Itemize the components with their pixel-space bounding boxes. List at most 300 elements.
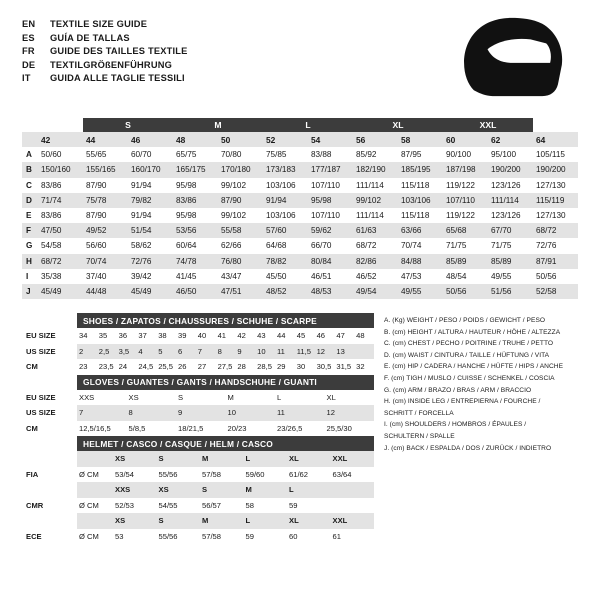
language-row [22,32,188,46]
cell: 65/68 [443,223,488,238]
cell: 23/26,5 [277,423,303,433]
cell: 41 [217,331,227,341]
cell: 127/130 [536,211,566,221]
cell: 107/110 [311,180,340,190]
cell: 72/76 [536,241,557,251]
cell: 87/90 [86,180,107,190]
cell: 80/84 [308,254,353,269]
table-row [22,284,578,299]
table-row [22,513,374,529]
cell: 55/56 [158,531,178,541]
language-code: EN [22,19,36,29]
size-group-xl: XL [353,118,443,132]
cell: 83/88 [311,150,332,160]
row-label: D [22,193,38,208]
cell: 177/187 [308,162,353,177]
legend-item: F. (cm) TIGH / MUSLO / CUISSE / SCHENKEL / COSCIA [384,375,555,383]
cell [354,344,374,360]
cell: 44 [276,331,286,341]
cell: 91/94 [131,211,152,221]
cell: 24 [118,362,128,372]
cell: 59 [289,500,298,510]
cell: 59/62 [308,223,353,238]
cell: 47 [336,331,345,341]
table-row [22,223,578,238]
cell: 24,5 [138,362,154,372]
cell: 27 [197,362,207,372]
row-label: J [22,284,38,299]
cell: 78/82 [263,254,308,269]
cell [77,451,113,467]
cell: 123/126 [491,211,521,221]
table-row [22,421,374,437]
cell: 55/56 [158,469,178,479]
gloves-section-title: GLOVES / GUANTES / GANTS / HANDSCHUHE / GUANTI [77,375,374,390]
table-row [22,359,374,375]
cell: 50/56 [536,271,557,281]
cell: 75/78 [83,193,128,208]
legend-item: C. (cm) CHEST / PECHO / POITRINE / TRUHE / PETTO [384,340,554,348]
cell: 61 [332,531,341,541]
table-row [22,269,578,284]
table-row [22,254,578,269]
language-text: TEXTILE SIZE GUIDE [50,19,148,29]
table-row [22,238,578,253]
cell: 85/89 [443,254,488,269]
cell: 11 [275,344,295,360]
cell: 55/58 [218,223,263,238]
gloves-table [22,390,374,437]
cell: 187/198 [443,162,488,177]
cell: M [227,392,234,402]
cell: 2,5 [97,344,117,360]
cell: 52/58 [533,284,578,299]
cell: 103/106 [266,180,296,190]
lower-section [22,313,578,544]
language-row [22,18,188,32]
cell: 119/122 [446,211,475,221]
cell: 57/58 [202,469,222,479]
cell: 67/70 [488,223,533,238]
cell: 63/64 [332,469,352,479]
legend-item: H. (cm) INSIDE LEG / ENTREPIERNA / FOURCHE / [384,398,541,406]
helmet-icon [452,14,570,102]
group-empty [533,118,578,132]
cell: 57/58 [202,531,222,541]
cell [331,482,375,498]
cell: 54/58 [41,241,62,251]
cell: 45/49 [38,284,83,299]
secondary-tables [22,313,374,544]
row-label: ECE [22,529,77,545]
cell: 49/55 [398,284,443,299]
cell: 83/86 [41,180,62,190]
cell: 28 [237,362,246,372]
cell: 190/200 [533,162,578,177]
language-text: TEXTILGRÖßENFÜHRUNG [50,59,173,70]
cell: 46/50 [173,284,218,299]
cell: S [178,392,184,402]
cell: 13 [334,344,354,360]
cell: 42 [237,331,246,341]
legend-item-cont: SCHRITT / FORCELLA [384,409,454,417]
cell: 6 [176,344,196,360]
row-label: FIA [22,467,77,483]
cell: XL [326,392,336,402]
cell: 56/60 [86,241,107,251]
table-row [22,193,578,208]
legend-item: I. (cm) SHOULDERS / HOMBROS / ÉPAULES / [384,421,527,429]
cell: 160/170 [128,162,173,177]
cell: 28,5 [257,362,272,372]
empty-cell [22,118,38,132]
table-row [22,208,578,223]
cell: 10 [226,405,276,421]
cell: XS [157,482,201,498]
cell: 84/88 [398,254,443,269]
cell: 53/56 [173,223,218,238]
cell: 87/95 [401,150,422,160]
table-row [22,178,578,193]
legend-item: D. (cm) WAIST / CINTURA / TAILLE / HÜFTUNG / VITA [384,351,550,359]
cell: 54/55 [158,500,178,510]
row-label: F [22,223,38,238]
cell: 41/45 [176,271,197,281]
cell: 30 [296,362,306,372]
cell: 48/53 [308,284,353,299]
cell: 61/63 [353,223,398,238]
cell: 58 [245,500,254,510]
cell: 70/80 [221,150,242,160]
cell: S [200,482,244,498]
row-label: US SIZE [22,405,77,421]
cell: 49/55 [491,271,512,281]
table-row [22,451,374,467]
row-label [22,451,77,467]
cell: 39/42 [131,271,152,281]
shoes-section-title: SHOES / ZAPATOS / CHAUSSURES / SCHUHE / SCARPE [77,313,374,328]
row-label: B [22,162,38,177]
cell: 58/62 [131,241,152,251]
legend-item-cont: SCHULTERN / SPALLE [384,433,455,440]
cell: 64/68 [266,241,287,251]
cell: 173/183 [263,162,308,177]
cell: 53/54 [115,469,135,479]
cell: 9 [176,405,226,421]
legend-item: E. (cm) HIP / CADERA / HANCHE / HÜFTE / HIPS / ANCHE [384,363,564,371]
table-row [22,390,374,406]
size-cell: 44 [83,132,128,147]
legend-item: A. (Kg) WEIGHT / PESO / POIDS / GEWICHT / PESO [384,317,546,325]
cell: 49/52 [83,223,128,238]
language-row [22,45,188,59]
row-label: I [26,271,29,281]
cell: 66/70 [311,241,332,251]
row-label: E [26,211,32,221]
cell: 2 [77,344,97,360]
helmet-table [22,451,374,544]
measurement-legend [384,313,578,544]
cell: 5 [156,344,176,360]
cell: 43 [257,331,266,341]
cell: 47/53 [401,271,422,281]
cell: 170/180 [218,162,263,177]
cell: 20/23 [227,423,247,433]
language-code: DE [22,59,36,70]
language-text: GUÍA DE TALLAS [50,32,130,43]
cell: 123/126 [491,180,521,190]
cell: 25,5 [158,362,173,372]
group-empty [38,118,83,132]
cell: 49/54 [353,284,398,299]
cell: 61/62 [289,469,309,479]
table-row [22,147,578,162]
cell: 74/78 [173,254,218,269]
cell: 45/49 [128,284,173,299]
cell: 95/98 [176,180,197,190]
size-group-l: L [263,118,353,132]
cell: 50/60 [41,150,62,160]
cell: 46 [316,331,326,341]
cell [77,513,113,529]
cell: 47/51 [218,284,263,299]
cell: XS [113,451,157,467]
cell: 107/110 [311,211,340,221]
size-group-xxl: XXL [443,118,533,132]
cell: 72/76 [128,254,173,269]
cell: 40 [197,331,207,341]
cell [77,482,113,498]
language-code: FR [22,46,35,57]
cell: M [200,513,244,529]
table-row [22,498,374,514]
row-label: US SIZE [22,344,77,360]
cell: 82/86 [353,254,398,269]
cell: 105/115 [536,150,565,160]
cell: XXL [331,451,375,467]
cell: 87/91 [533,254,578,269]
row-label [22,513,77,529]
cell: 30,5 [316,362,332,372]
cell: 60/70 [131,150,152,160]
cell: 7 [196,344,216,360]
cell: 60 [289,531,298,541]
cell: 4 [136,344,156,360]
table-row [22,344,374,360]
cell: 23 [79,362,88,372]
cell: 45/50 [266,271,287,281]
cell: 53 [115,531,124,541]
cell: 18/21,5 [178,423,204,433]
cell: XXS [79,392,95,402]
size-cell: 62 [488,132,533,147]
cell: 119/122 [446,180,475,190]
cell: 60/64 [176,241,197,251]
cell: 35/38 [41,271,62,281]
cell: 25,5/30 [326,423,352,433]
cell: 115/118 [401,180,430,190]
cell: 62/66 [221,241,242,251]
cell: L [287,482,331,498]
helmet-section-title: HELMET / CASCO / CASQUE / HELM / CASCO [77,436,374,451]
cell: 95/100 [491,150,517,160]
cell: 111/114 [356,211,384,221]
size-group-m: M [173,118,263,132]
table-row [22,467,374,483]
cell: 83/86 [41,211,62,221]
legend-item: G. (cm) ARM / BRAZO / BRAS / ARM / BRACCIO [384,386,532,394]
cell: 31,5 [336,362,352,372]
cell: 90/100 [446,150,472,160]
cell: 8 [127,405,177,421]
cell: Ø CM [79,531,99,541]
cell: 50/56 [443,284,488,299]
language-code: ES [22,32,35,43]
cell: 107/110 [443,193,488,208]
cell: 55/65 [86,150,107,160]
cell: L [277,392,282,402]
shoes-table [22,328,374,375]
cell [331,498,375,514]
cell: 111/114 [488,193,533,208]
table-row [22,328,374,344]
cell: 32 [356,362,365,372]
cell: Ø CM [79,500,99,510]
cell: 11 [275,405,325,421]
size-cell: 48 [173,132,218,147]
cell: 99/102 [353,193,398,208]
row-label: CMR [22,498,77,514]
cell: 46/52 [356,271,377,281]
cell: 63/66 [398,223,443,238]
cell: 51/54 [128,223,173,238]
cell: 3,5 [117,344,137,360]
row-label: EU SIZE [22,328,77,344]
cell: L [244,513,288,529]
cell: 185/195 [398,162,443,177]
cell: S [157,513,201,529]
cell: 76/80 [218,254,263,269]
size-cell: 52 [263,132,308,147]
size-cell: 56 [353,132,398,147]
cell: 12 [325,405,375,421]
size-cell: 64 [533,132,578,147]
cell: 37 [138,331,147,341]
row-label: C [26,180,32,190]
cell: 10 [255,344,275,360]
cell: 68/72 [533,223,578,238]
cell: 23,5 [98,362,114,372]
cell: 27,5 [217,362,233,372]
size-cell: 50 [218,132,263,147]
cell: 95/98 [308,193,353,208]
size-cell: 54 [308,132,353,147]
size-cell: 42 [38,132,83,147]
cell: M [244,482,288,498]
cell: 85/89 [488,254,533,269]
row-label: CM [22,421,77,437]
cell: 57/60 [263,223,308,238]
cell: 34 [79,331,88,341]
size-group-header-row [22,118,578,132]
cell: 47/50 [38,223,83,238]
cell: 71/75 [446,241,467,251]
language-row [22,72,188,86]
body-measurements-table [22,118,578,299]
cell: 115/118 [401,211,430,221]
cell: 79/82 [128,193,173,208]
cell: 68/72 [38,254,83,269]
language-text: GUIDA ALLE TAGLIE TESSILI [50,73,185,84]
cell: 5/8,5 [128,423,146,433]
language-row [22,59,188,73]
cell: 87/90 [86,211,107,221]
cell: L [244,451,288,467]
table-row [22,482,374,498]
language-text: GUIDE DES TAILLES TEXTILE [50,46,188,57]
legend-item: J. (cm) BACK / ESPALDA / DOS / ZURÜCK / INDIETRO [384,444,552,452]
cell: 26 [177,362,187,372]
cell: 190/200 [488,162,533,177]
cell: 11,5 [295,344,315,360]
cell: Ø CM [79,469,99,479]
cell: 39 [177,331,187,341]
numeric-size-row [22,132,578,147]
cell: 52/53 [115,500,135,510]
cell: XXL [331,513,375,529]
cell: 71/74 [38,193,83,208]
cell: 95/98 [176,211,197,221]
cell: XL [287,513,331,529]
cell: 7 [77,405,127,421]
cell: 65/75 [176,150,197,160]
cell: 38 [158,331,167,341]
cell: XL [287,451,331,467]
cell: 91/94 [131,180,152,190]
cell: 48/52 [263,284,308,299]
cell: 12 [315,344,335,360]
cell: 83/86 [173,193,218,208]
header [22,18,578,102]
cell: 48 [356,331,365,341]
cell: 45 [296,331,306,341]
cell: 103/106 [266,211,296,221]
row-label: EU SIZE [22,390,77,406]
cell: 9 [235,344,255,360]
row-label: H [22,254,38,269]
cell: S [157,451,201,467]
cell: 8 [216,344,236,360]
row-label: A [26,150,32,160]
cell: 48/54 [446,271,467,281]
cell: 70/74 [83,254,128,269]
row-label [22,132,38,147]
cell: 75/85 [266,150,287,160]
legend-item: B. (cm) HEIGHT / ALTURA / HAUTEUR / HÖHE / ALTEZZA [384,328,561,336]
cell: 44/48 [83,284,128,299]
cell: XS [128,392,139,402]
row-label: CM [22,359,77,375]
cell: 91/94 [263,193,308,208]
cell: M [200,451,244,467]
cell: XS [113,513,157,529]
row-label: G [26,241,33,251]
cell: 43/47 [221,271,242,281]
size-group-s: S [83,118,173,132]
cell: 59 [245,531,254,541]
cell: 99/102 [221,180,247,190]
table-row [22,162,578,177]
